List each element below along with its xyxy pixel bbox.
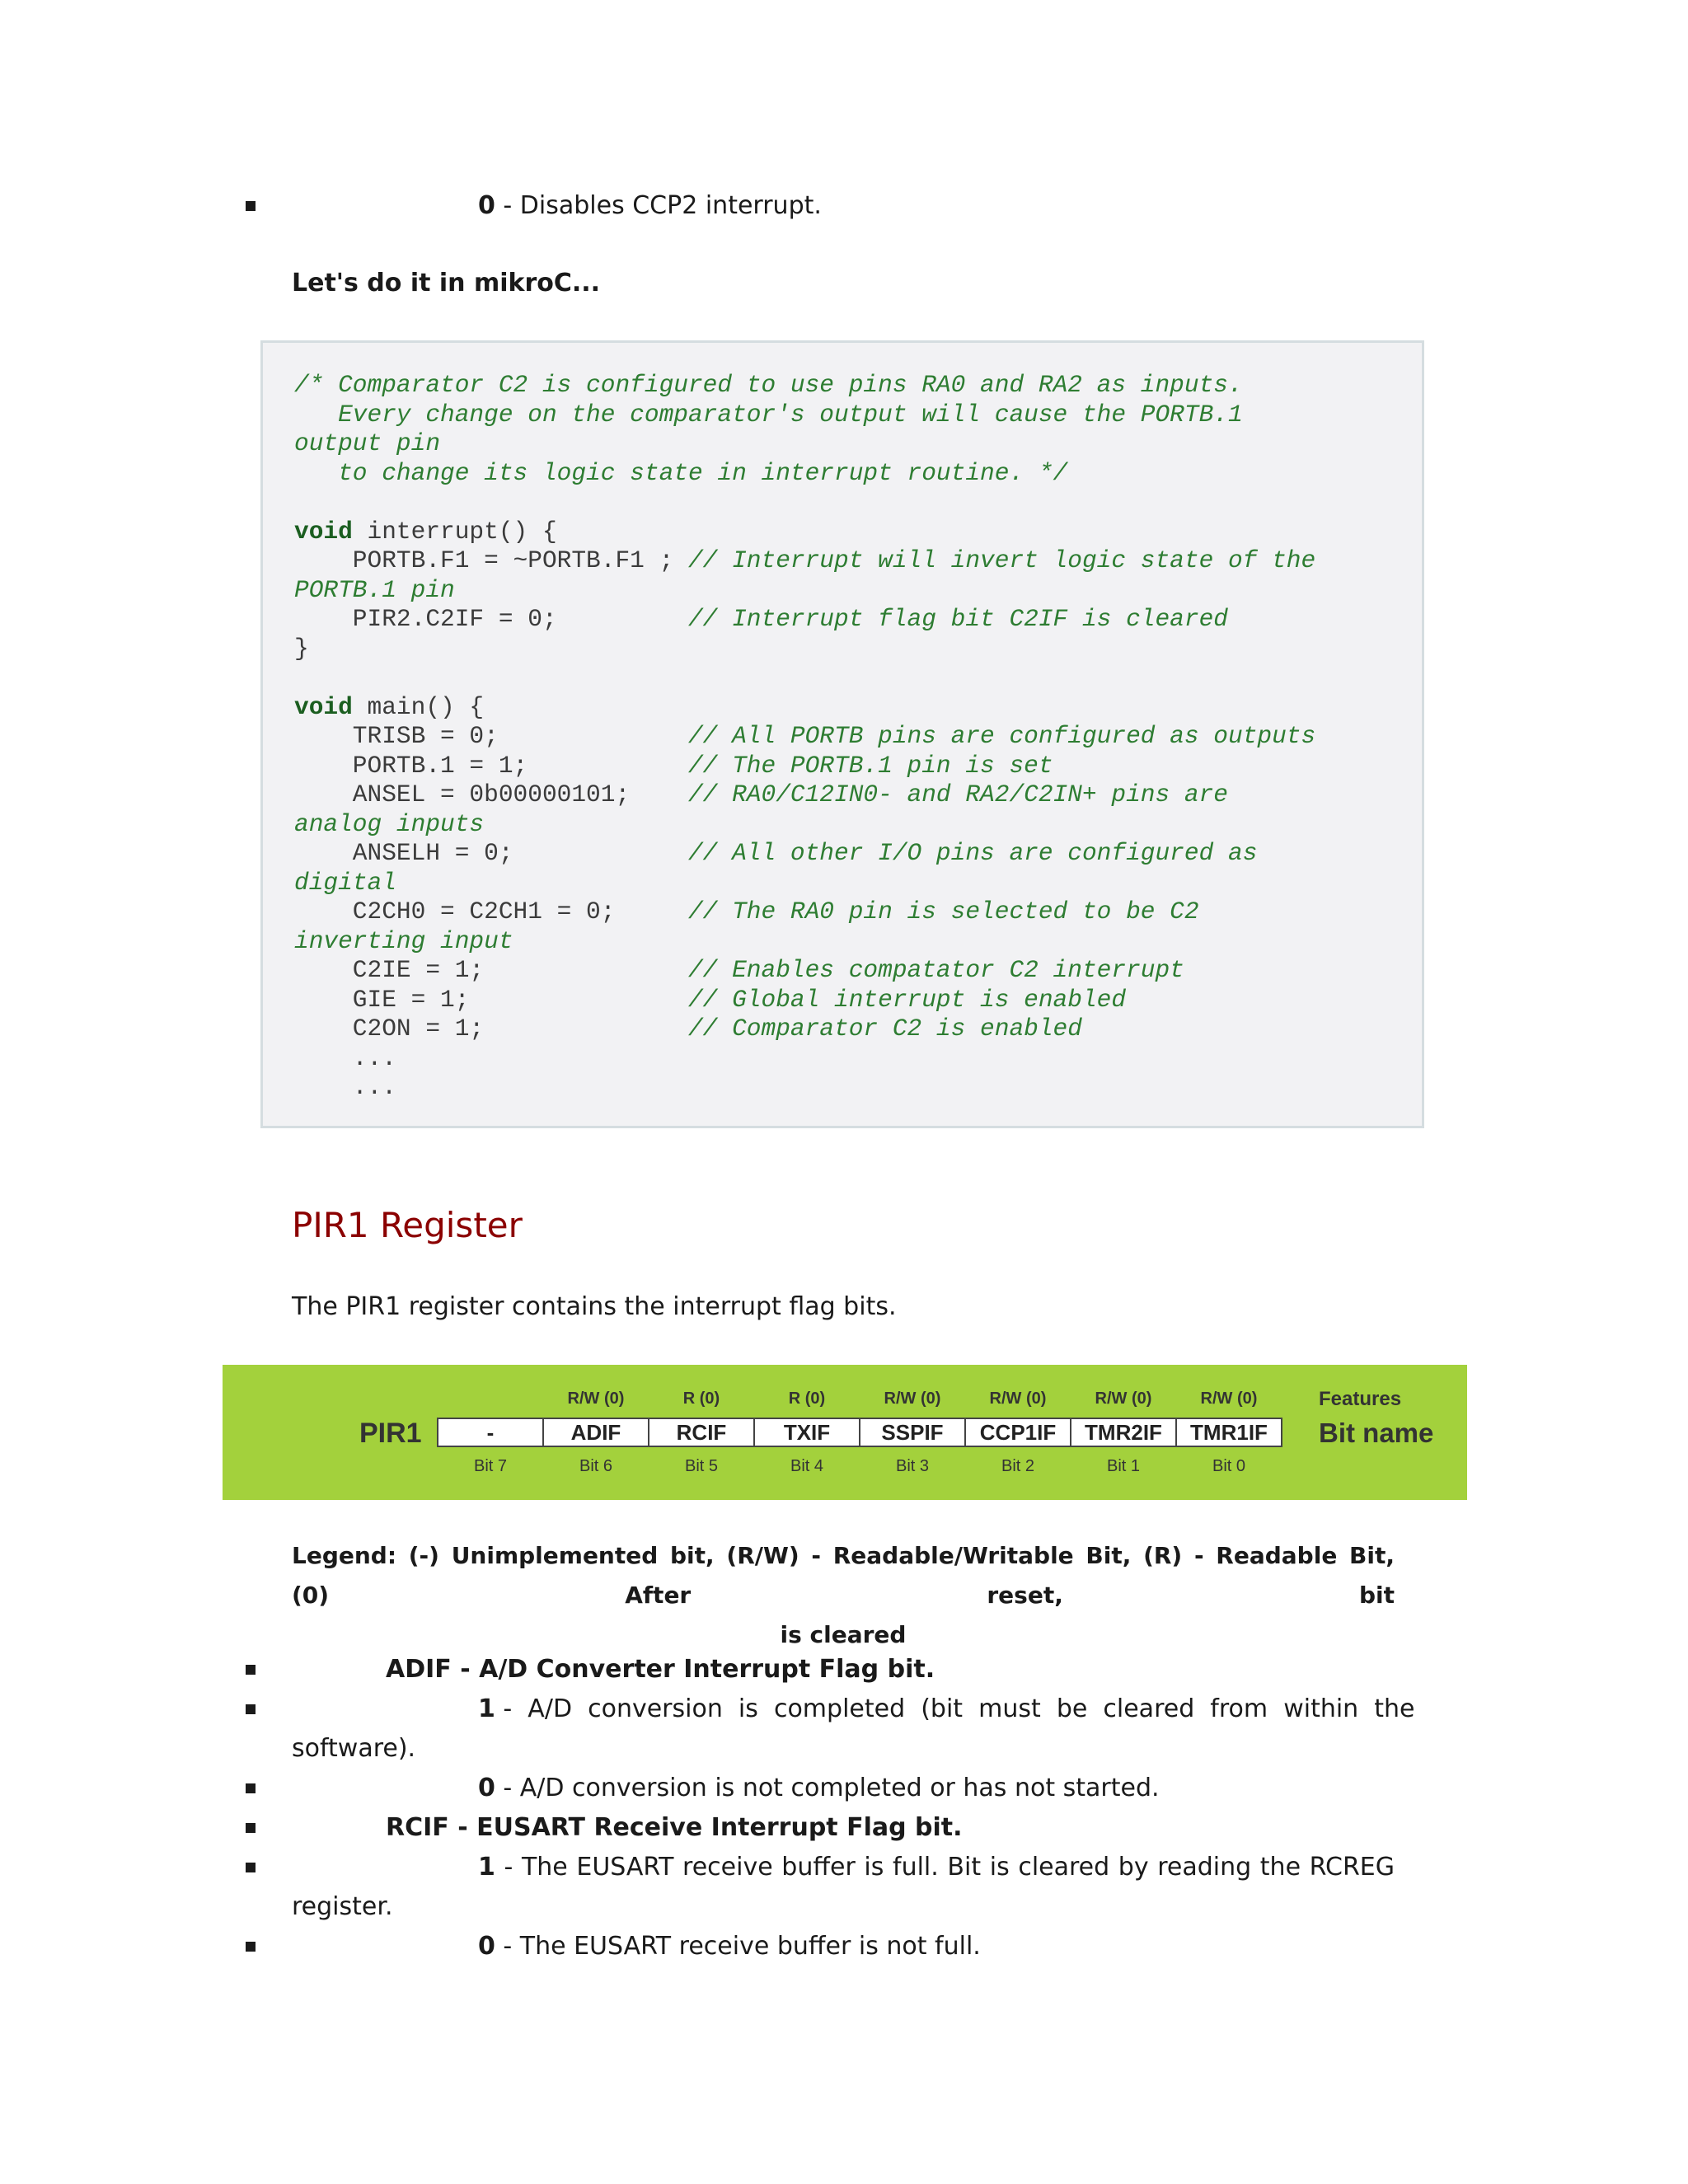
bit-access-label: R (0): [682, 1390, 720, 1408]
bit-access-label: R/W (0): [884, 1390, 941, 1408]
register-bit-cell: CCP1IF: [964, 1418, 1071, 1447]
item-title: ADIF - A/D Converter Interrupt Flag bit.: [386, 1655, 935, 1684]
code-text: TRISB = 0;: [294, 722, 688, 750]
register-bit-cell: -: [437, 1418, 544, 1447]
description-line-1: - The EUSART receive buffer is full. Bit is cleared by reading the RCREG: [495, 1853, 1395, 1882]
code-line: [294, 869, 396, 897]
legend: [292, 1536, 1395, 1655]
bit-number-label: Bit 7: [473, 1457, 508, 1475]
code-comment: inverting input: [294, 926, 513, 955]
item-text: [478, 1769, 1160, 1808]
code-comment: // RA0/C12IN0- and RA2/C2IN+ pins are: [687, 780, 1228, 808]
separator: -: [495, 191, 520, 220]
bit-number-label: Bit 1: [1106, 1457, 1141, 1475]
code-line: [294, 722, 1315, 750]
bit-access-label: R/W (0): [989, 1390, 1047, 1408]
bit-access-label: R/W (0): [567, 1390, 625, 1408]
bullet-icon: [246, 1823, 256, 1833]
bullet-icon: [246, 1783, 256, 1793]
bit-value: 0: [478, 191, 495, 220]
code-line: [294, 927, 513, 955]
code-keyword: void: [294, 692, 353, 721]
legend-line-2: is cleared: [780, 1621, 907, 1648]
code-line: [294, 546, 1315, 574]
bit-name-label: Bit name: [1319, 1418, 1434, 1448]
bullet-icon: [246, 201, 256, 211]
code-line: [294, 898, 1199, 926]
bullet-icon: [246, 1942, 256, 1952]
bullet-icon: [246, 1704, 256, 1714]
register-bit-cell: SSPIF: [859, 1418, 966, 1447]
bit-access-label: R (0): [788, 1390, 826, 1408]
code-text: PORTB.F1 = ~PORTB.F1 ;: [294, 546, 688, 574]
code-text: C2CH0 = C2CH1 = 0;: [294, 898, 688, 926]
bit-number-label: Bit 3: [895, 1457, 930, 1475]
code-text: C2IE = 1;: [294, 956, 688, 984]
code-comment: // Global interrupt is enabled: [687, 985, 1127, 1014]
bit-number-label: Bit 5: [684, 1457, 719, 1475]
code-text: C2ON = 1;: [294, 1015, 688, 1043]
register-bit-cell: TXIF: [753, 1418, 860, 1447]
code-text: ANSEL = 0b00000101;: [294, 780, 688, 808]
code-line: [294, 956, 1184, 984]
code-comment: // Interrupt will invert logic state of the: [687, 546, 1316, 574]
code-line: [294, 1044, 396, 1072]
code-comment: // The RA0 pin is selected to be C2: [687, 898, 1199, 926]
item-text: [478, 186, 822, 226]
code-comment: Every change on the comparator's output will cause the PORTB.1: [294, 400, 1243, 429]
code-comment: /* Comparator C2 is configured to use pins RA0 and RA2 as inputs.: [294, 371, 1243, 399]
code-line: [294, 635, 309, 663]
code-text: GIE = 1;: [294, 985, 688, 1014]
code-comment: // All PORTB pins are configured as outputs: [687, 722, 1316, 750]
code-line: [294, 1015, 1082, 1043]
code-line: [294, 576, 455, 604]
bit-number-label: Bit 0: [1212, 1457, 1246, 1475]
bit-access-label: R/W (0): [1200, 1390, 1258, 1408]
code-line: [294, 839, 1257, 867]
code-text: ...: [294, 1043, 396, 1072]
code-line: [294, 459, 1067, 487]
description-line-1: - A/D conversion is completed (bit must be cleared from within the: [495, 1694, 1415, 1723]
register-name: PIR1: [359, 1418, 422, 1449]
item-text: [478, 1848, 1395, 1887]
code-text: ...: [294, 1073, 396, 1101]
code-comment: digital: [294, 868, 396, 897]
code-comment: // Enables compatator C2 interrupt: [687, 956, 1184, 984]
register-bit-cell: RCIF: [648, 1418, 755, 1447]
item-title: RCIF - EUSART Receive Interrupt Flag bit.: [386, 1813, 963, 1842]
bit-access-label: R/W (0): [1095, 1390, 1152, 1408]
description-line-2: software).: [292, 1734, 416, 1763]
register-bit-cell: TMR1IF: [1175, 1418, 1282, 1447]
description: - A/D conversion is not completed or has not started.: [495, 1774, 1160, 1802]
code-comment: // Comparator C2 is enabled: [687, 1015, 1082, 1043]
code-line: [294, 605, 1228, 633]
code-comment: to change its logic state in interrupt routine. */: [294, 458, 1068, 487]
bit-cells: [437, 1418, 1282, 1447]
code-text: interrupt() {: [352, 517, 557, 546]
code-keyword: void: [294, 517, 353, 546]
legend-line-1: Legend: (-) Unimplemented bit, (R/W) - Readable/Writable Bit, (R) - Readable Bit, (0) After reset, bit: [292, 1542, 1395, 1609]
code-comment: // The PORTB.1 pin is set: [687, 751, 1053, 780]
code-line: [294, 986, 1126, 1014]
code-line: [294, 780, 1228, 808]
bit-value: 0: [478, 1932, 495, 1961]
bit-value: 1: [478, 1694, 495, 1723]
code-line: [294, 401, 1243, 429]
code-comment: // Interrupt flag bit C2IF is cleared: [687, 605, 1228, 633]
bit-value: 1: [478, 1853, 495, 1882]
code-text: main() {: [352, 692, 485, 721]
code-comment: output pin: [294, 429, 441, 457]
code-text: PORTB.1 = 1;: [294, 751, 688, 780]
code-text: ANSELH = 0;: [294, 839, 688, 867]
register-diagram: [223, 1365, 1467, 1500]
code-line: [294, 429, 440, 457]
description: - The EUSART receive buffer is not full.: [495, 1932, 981, 1961]
code-comment: // All other I/O pins are configured as: [687, 839, 1258, 867]
description: Disables CCP2 interrupt.: [519, 191, 822, 220]
item-text: [478, 1927, 981, 1966]
bit-number-label: Bit 6: [579, 1457, 613, 1475]
code-line: [294, 810, 484, 838]
code-listing: [294, 371, 1315, 1103]
code-text: PIR2.C2IF = 0;: [294, 605, 688, 633]
bit-number-label: Bit 2: [1001, 1457, 1035, 1475]
section-title: PIR1 Register: [292, 1205, 523, 1245]
code-line: [294, 693, 484, 721]
code-comment: analog inputs: [294, 809, 485, 838]
features-label: Features: [1319, 1388, 1402, 1410]
register-bit-cell: ADIF: [542, 1418, 649, 1447]
bit-number-label: Bit 4: [790, 1457, 824, 1475]
bullet-icon: [246, 1665, 256, 1675]
code-line: [294, 752, 1053, 780]
bullet-icon: [246, 1863, 256, 1872]
lead-text: Let's do it in mikroC...: [292, 269, 601, 298]
bit-value: 0: [478, 1774, 495, 1802]
register-bit-cell: TMR2IF: [1070, 1418, 1177, 1447]
item-text: [478, 1690, 1415, 1729]
code-block: [260, 340, 1424, 1128]
section-paragraph: The PIR1 register contains the interrupt flag bits.: [292, 1292, 897, 1321]
code-line: [294, 371, 1243, 399]
code-comment: PORTB.1 pin: [294, 575, 455, 604]
code-line: [294, 1073, 396, 1101]
code-text: }: [294, 634, 309, 663]
description-line-2: register.: [292, 1892, 393, 1921]
code-line: [294, 518, 557, 546]
